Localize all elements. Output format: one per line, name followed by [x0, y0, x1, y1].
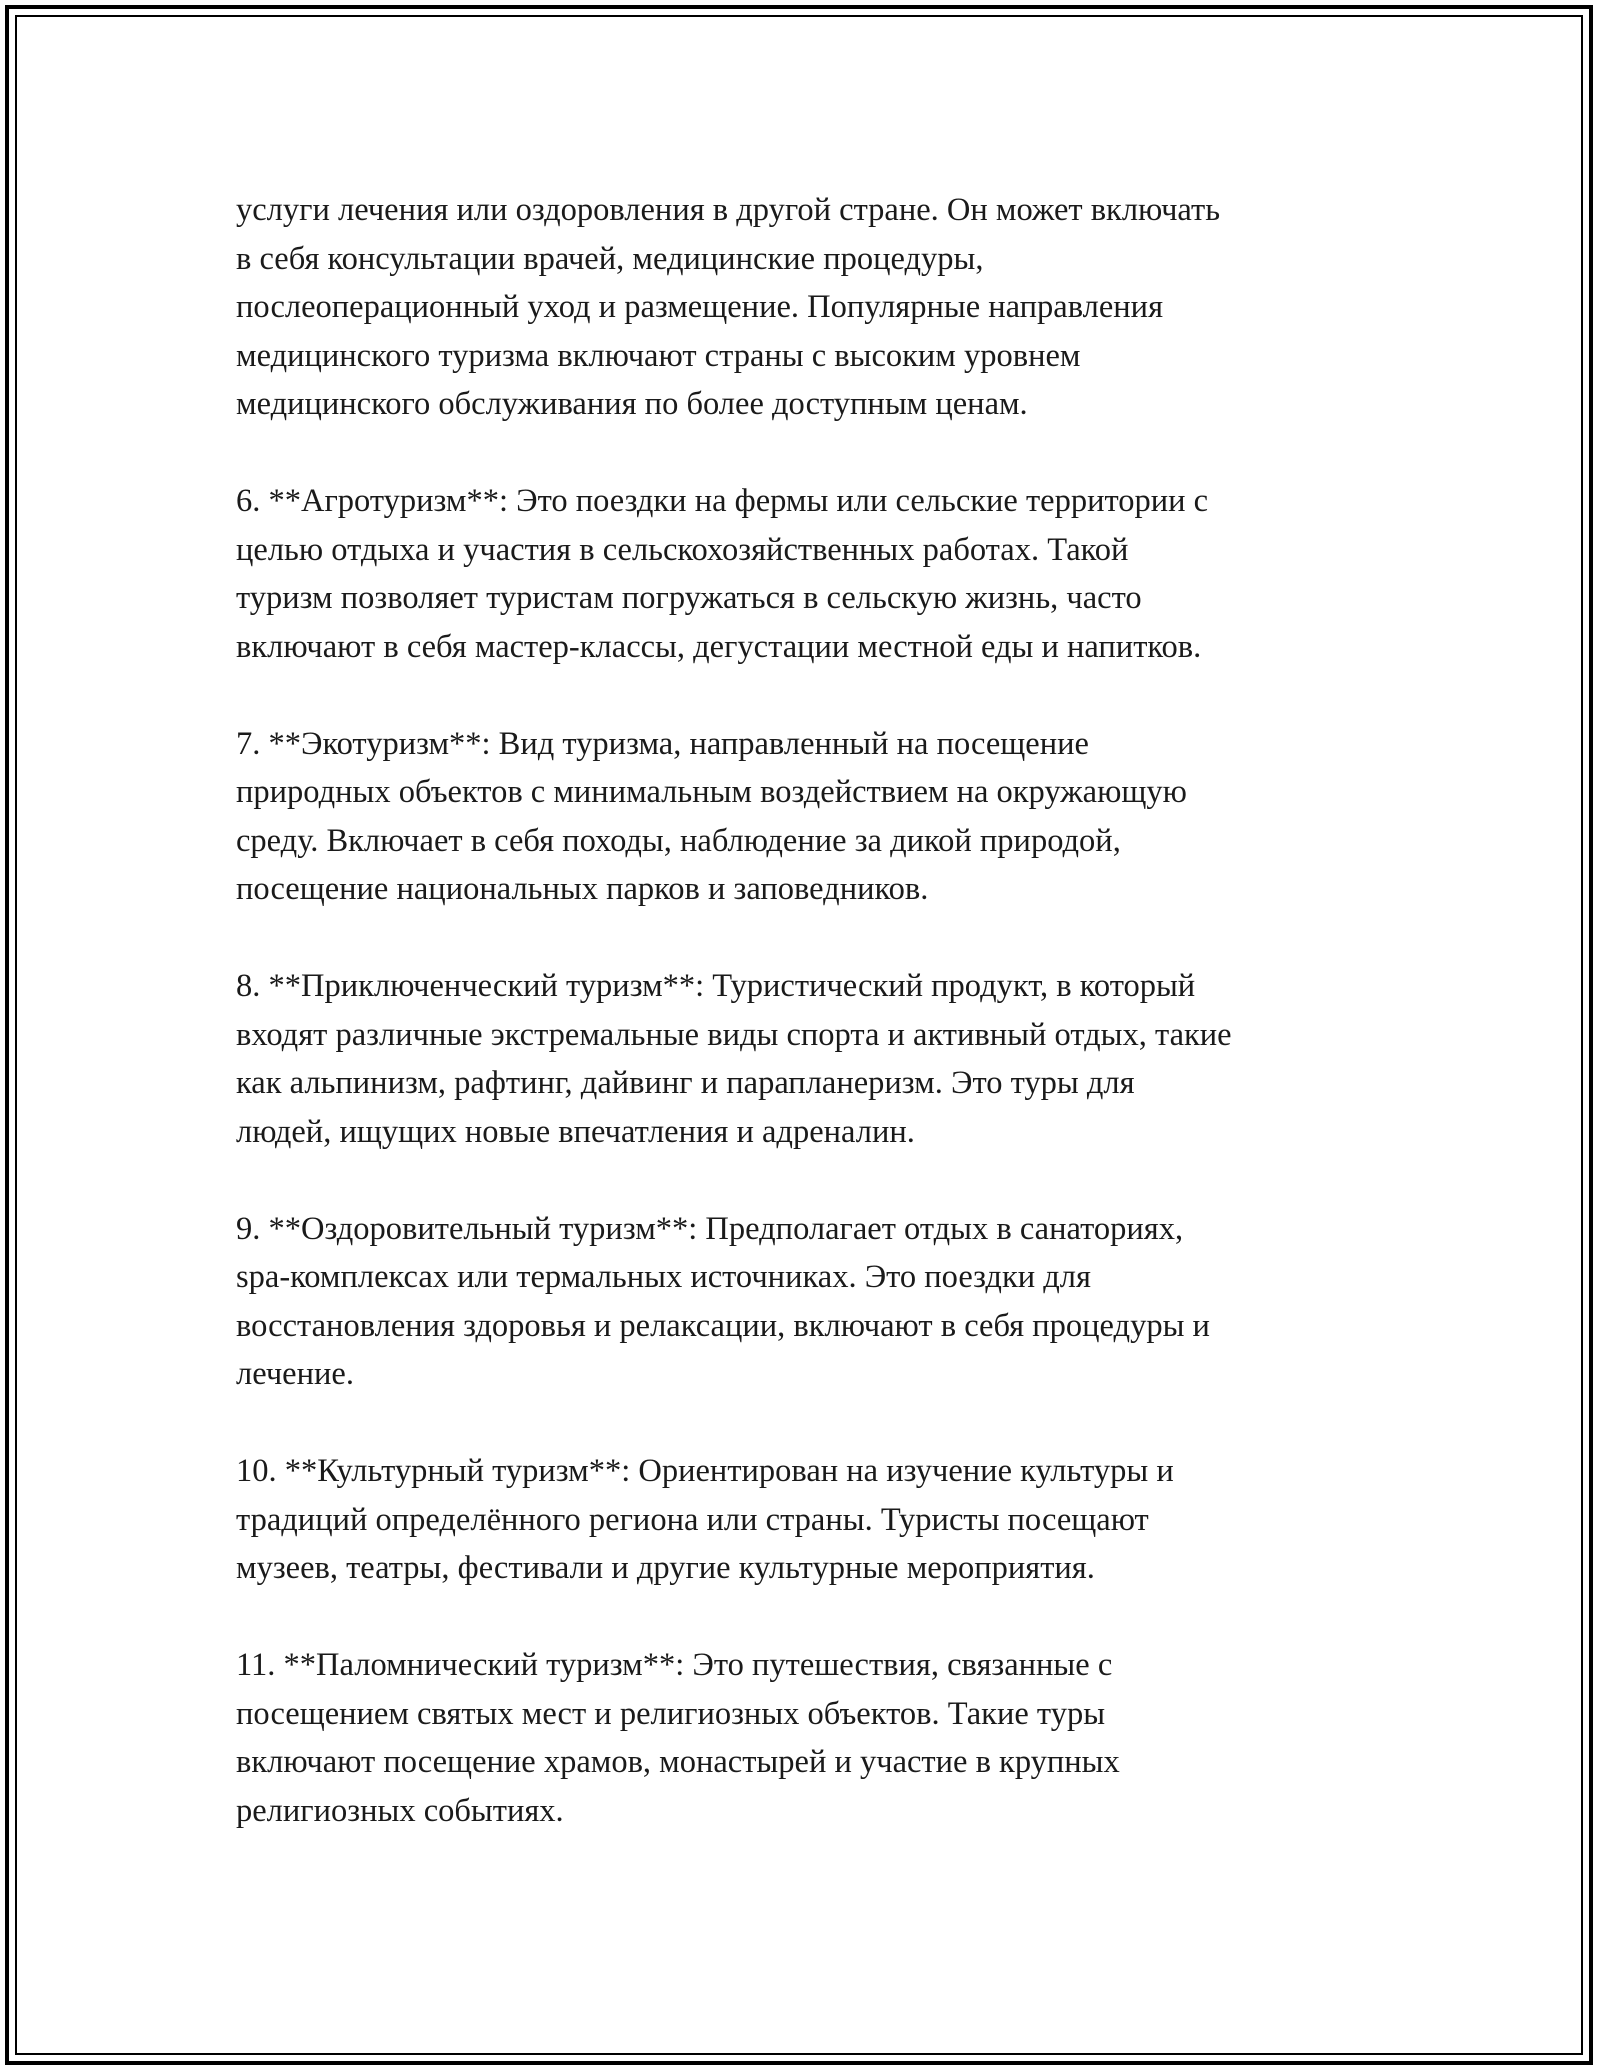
text-line: туризм позволяет туристам погружаться в сельскую жизнь, часто — [236, 580, 1142, 616]
text-line: 9. **Оздоровительный туризм**: Предполагает отдых в санаториях, — [236, 1210, 1184, 1247]
text-line: включают в себя мастер-классы, дегустации местной еды и напитков. — [236, 628, 1202, 665]
text-line: услуги лечения или оздоровления в другой стране. Он может включать — [236, 192, 1221, 228]
document-body — [236, 186, 1376, 1884]
text-line: среду. Включает в себя походы, наблюдение за дикой природой, — [236, 822, 1121, 859]
text-line: посещение национальных парков и заповедников. — [236, 871, 929, 907]
text-line: лечение. — [236, 1356, 354, 1392]
paragraph-medical-tourism-continued — [236, 186, 1376, 429]
text-line: 10. **Культурный туризм**: Ориентирован на изучение культуры и — [236, 1453, 1174, 1489]
text-line: послеоперационный уход и размещение. Популярные направления — [236, 289, 1164, 325]
text-line: в себя консультации врачей, медицинские процедуры, — [236, 240, 984, 277]
text-line: 7. **Экотуризм**: Вид туризма, направленный на посещение — [236, 725, 1089, 762]
text-line: посещением святых мест и религиозных объектов. Такие туры — [236, 1695, 1106, 1732]
text-line: традиций определённого региона или страны. Туристы посещают — [236, 1501, 1149, 1538]
text-line: как альпинизм, рафтинг, дайвинг и парапланеризм. Это туры для — [236, 1065, 1135, 1101]
paragraph-ecotourism — [236, 720, 1376, 914]
text-line: входят различные экстремальные виды спорта и активный отдых, такие — [236, 1016, 1232, 1053]
text-line: целью отдыха и участия в сельскохозяйственных работах. Такой — [236, 531, 1129, 568]
paragraph-health-tourism — [236, 1205, 1376, 1399]
paragraph-pilgrimage-tourism — [236, 1641, 1376, 1835]
text-line: включают посещение храмов, монастырей и участие в крупных — [236, 1744, 1120, 1780]
text-line: 6. **Агротуризм**: Это поездки на фермы или сельские территории с — [236, 483, 1209, 519]
text-line: медицинского обслуживания по более доступным ценам. — [236, 386, 1028, 422]
paragraph-agrotourism — [236, 477, 1376, 671]
paragraph-cultural-tourism — [236, 1447, 1376, 1593]
paragraph-adventure-tourism — [236, 962, 1376, 1156]
text-line: 8. **Приключенческий туризм**: Туристический продукт, в который — [236, 968, 1196, 1004]
text-line: музеев, театры, фестивали и другие культурные мероприятия. — [236, 1550, 1095, 1586]
text-line: 11. **Паломнический туризм**: Это путешествия, связанные с — [236, 1647, 1113, 1683]
text-line: медицинского туризма включают страны с высоким уровнем — [236, 337, 1081, 374]
text-line: природных объектов с минимальным воздействием на окружающую — [236, 774, 1187, 810]
text-line: людей, ищущих новые впечатления и адреналин. — [236, 1113, 915, 1150]
text-line: восстановления здоровья и релаксации, включают в себя процедуры и — [236, 1307, 1210, 1344]
text-line: spa-комплексах или термальных источниках. Это поездки для — [236, 1259, 1091, 1295]
text-line: религиозных событиях. — [236, 1792, 564, 1829]
